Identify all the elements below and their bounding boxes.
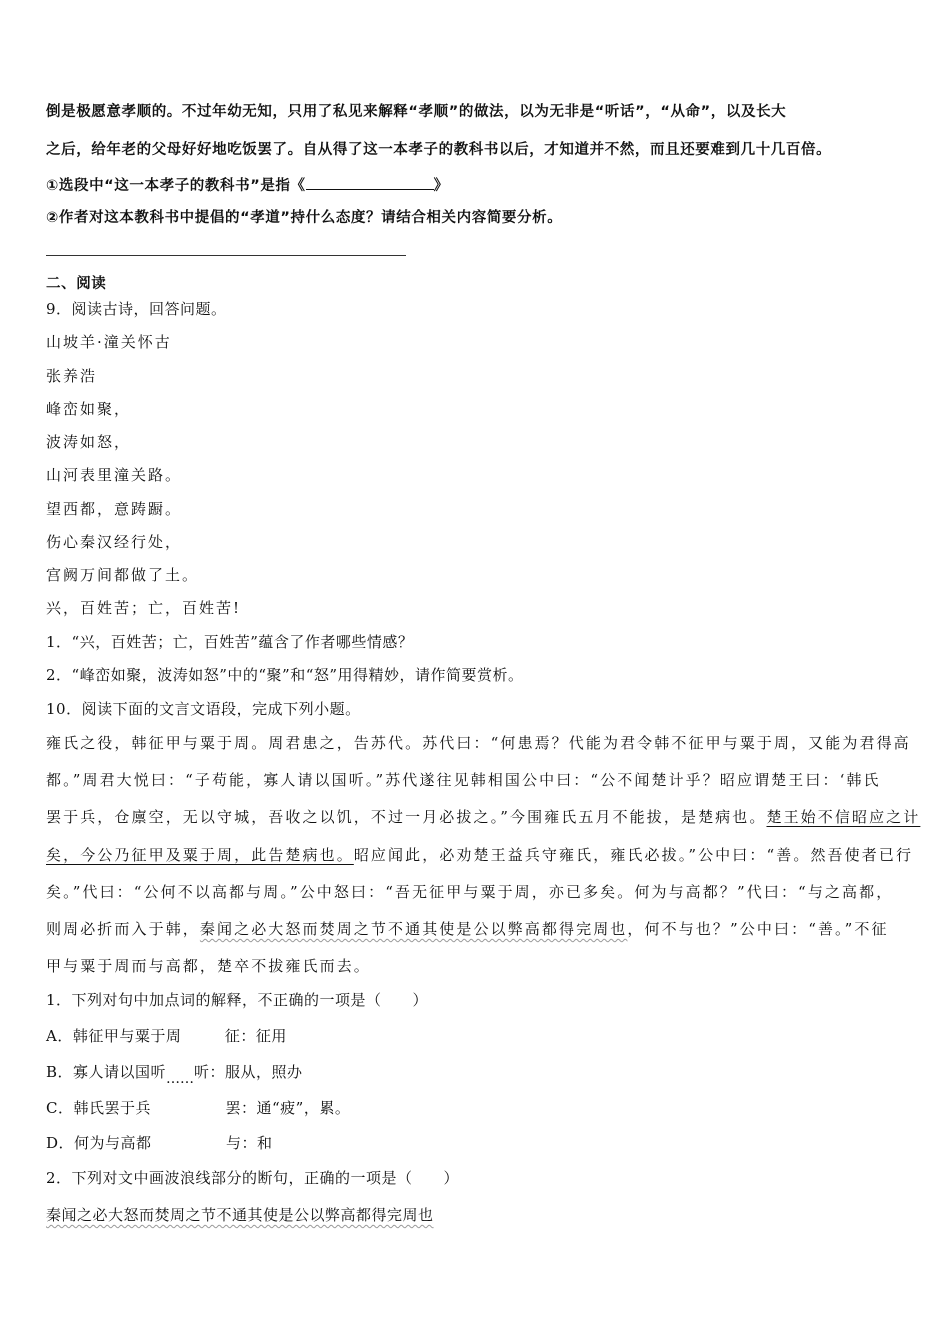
option-letter: A． — [46, 1027, 73, 1045]
poem-line: 伤心秦汉经行处， — [46, 533, 183, 551]
q10-sub2-question: 2．下列对文中画波浪线部分的断句，正确的一项是（ ） — [46, 1169, 460, 1187]
option-gloss: 征：征用 — [224, 1027, 287, 1045]
poem-title: 山坡羊·潼关怀古 — [46, 333, 172, 351]
option-gloss: 罢：通“疲”，累。 — [225, 1099, 351, 1117]
poem-line: 山河表里潼关路。 — [46, 466, 183, 484]
text-plain: ，何不与也？”公中曰：“善。”不征 — [627, 920, 889, 938]
classical-text-line: 甲与粟于周而与高都，楚卒不拔雍氏而去。 — [46, 957, 371, 975]
poem-line: 望西都，意踌蹰。 — [46, 500, 183, 518]
option-gloss: 与：和 — [226, 1134, 273, 1152]
option-phrase: 韩氏罢于兵 — [73, 1099, 151, 1117]
option-phrase: 何为与高都 — [74, 1134, 152, 1152]
section-title: 二、阅读 — [46, 276, 107, 292]
option-phrase: 寡人请以国听 — [73, 1063, 167, 1081]
q9-prompt: 9．阅读古诗，回答问题。 — [46, 300, 227, 318]
option-c[interactable] — [46, 1098, 350, 1118]
classical-text-line — [46, 919, 889, 939]
emphasis-dots: …… — [166, 1071, 195, 1087]
underlined-sentence: 矣，今公乃征甲及粟于周，此告楚病也。 — [46, 846, 354, 864]
option-b[interactable] — [46, 1062, 303, 1089]
classical-text-line: 雍氏之役，韩征甲与粟于周。周君患之，告苏代。苏代曰：“何患焉？代能为君令韩不征甲与粟于周，又能为君得高 — [46, 734, 911, 752]
classical-text-line — [46, 845, 913, 865]
option-gloss: 听：服从，照办 — [194, 1063, 303, 1081]
q9-question-2: 2．“峰峦如聚，波涛如怒”中的“聚”和“怒”用得精妙，请作简要赏析。 — [46, 666, 524, 684]
q8-sub-question-2: ②作者对这本教科书中提倡的“孝道”持什么态度？请结合相关内容简要分析。 — [46, 210, 563, 226]
classical-text-line: 矣。”代曰：“公何不以高都与周。”公中怒曰：“吾无征甲与粟于周，亦已多矣。何为与高都？”代曰：“与之高都， — [46, 883, 894, 901]
text-plain: 罢于兵，仓廪空，无以守城，吾收之以饥，不过一月必拔之。”今围雍氏五月不能拔，是楚病也。 — [46, 808, 767, 826]
poem-line: 宫阙万间都做了土。 — [46, 566, 200, 584]
wavy-text: 秦闻之必大怒而焚周之节不通其使是公以弊高都得完周也 — [46, 1206, 434, 1224]
classical-text-line: 都。”周君大悦曰：“子苟能，寡人请以国听。”苏代遂往见韩相国公中曰：“公不闻楚计乎？昭应谓楚王曰：‘韩氏 — [46, 771, 881, 789]
option-letter: C． — [46, 1099, 74, 1117]
passage-line-2: 之后，给年老的父母好好地吃饭罢了。自从得了这一本孝子的教科书以后，才知道并不然，而且还要难到几十几百倍。 — [46, 142, 832, 158]
q10-sub1-question: 1．下列对句中加点词的解释，不正确的一项是（ ） — [46, 991, 429, 1009]
option-letter: B． — [46, 1063, 74, 1081]
text-plain: 昭应闻此，必劝楚王益兵守雍氏，雍氏必拔。”公中曰：“善。然吾使者已行 — [353, 846, 914, 864]
answer-blank[interactable] — [306, 174, 434, 190]
answer-line[interactable] — [46, 255, 406, 256]
underlined-sentence: 楚王始不信昭应之计 — [766, 808, 921, 826]
poem-line: 峰峦如聚， — [46, 400, 132, 418]
passage-line-1: 倒是极愿意孝顺的。不过年幼无知，只用了私见来解释“孝顺”的做法，以为无非是“听话”，“从命”，以及长大 — [46, 104, 787, 120]
poem-line: 兴，百姓苦；亡，百姓苦! — [46, 599, 242, 617]
option-a[interactable] — [46, 1026, 287, 1046]
poem-author: 张养浩 — [46, 367, 98, 385]
poem-line: 波涛如怒， — [46, 433, 132, 451]
option-phrase: 韩征甲与粟于周 — [72, 1027, 182, 1045]
q10-prompt: 10．阅读下面的文言文语段，完成下列小题。 — [46, 700, 361, 718]
text-plain: 则周必折而入于韩， — [46, 920, 200, 938]
q9-question-1: 1．“兴，百姓苦；亡，百姓苦”蕴含了作者哪些情感？ — [46, 633, 414, 651]
classical-text-line — [46, 807, 920, 827]
wavy-underlined-text: 秦闻之必大怒而焚周之节不通其使是公以弊高都得完周也 — [199, 920, 628, 938]
option-letter: D． — [46, 1134, 75, 1152]
q8-sub-question-1 — [46, 174, 449, 196]
wavy-underlined-excerpt — [46, 1205, 434, 1225]
q8-sub1-suffix: 》 — [433, 178, 449, 194]
option-d[interactable] — [46, 1133, 273, 1153]
q8-sub1-prefix: ①选段中“这一本孝子的教科书”是指《 — [46, 178, 306, 194]
